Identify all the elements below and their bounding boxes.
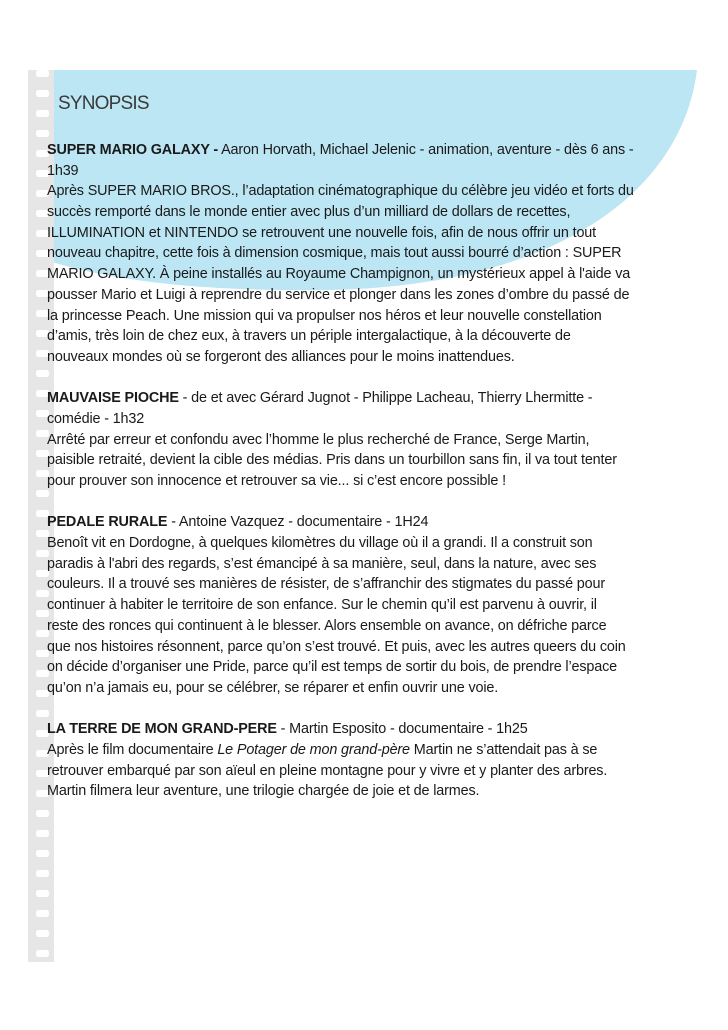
text-segment: pousser Mario et Luigi à reprendre du service et plonger dans les zones d’ombre du passé de — [47, 286, 630, 303]
text-segment: on décide d’organiser une Pride, parce qu’il est temps de sortir du bois, de prendre l’espace — [47, 659, 618, 676]
text-segment: nouveau chapitre, cette fois à dimension cosmique, mais tout aussi bourré d’action : SUPER — [47, 245, 622, 262]
film-header-line — [47, 388, 634, 409]
text-segment: paisible retraité, devient la cible des médias. Pris dans un tourbillon sans fin, il va tout tenter — [47, 452, 617, 469]
film-strip-hole — [36, 110, 49, 117]
text-segment: reste des ronces qui continuent à le blesser. Alors ensemble on avance, on défriche parce — [47, 617, 607, 634]
film-strip-hole — [36, 890, 49, 897]
film-strip-hole — [36, 850, 49, 857]
text-segment: Martin filmera leur aventure, une trilogie chargée de joie et de larmes. — [47, 783, 480, 800]
film-header-line — [47, 140, 634, 161]
synopsis-line — [47, 450, 634, 471]
synopsis-line — [47, 243, 634, 264]
synopsis-line — [47, 161, 634, 182]
synopsis-list — [47, 140, 634, 823]
film-synopsis — [47, 719, 634, 802]
text-segment: MARIO GALAXY. À peine installés au Royaume Champignon, un mystérieux appel à l'aide va — [47, 266, 631, 283]
film-title: SUPER MARIO GALAXY - — [47, 142, 219, 158]
film-title: MAUVAISE PIOCHE — [47, 390, 179, 407]
synopsis-line — [47, 574, 634, 595]
film-strip-hole — [36, 950, 49, 957]
text-segment: Aaron Horvath, Michael Jelenic - animation, aventure - dès 6 ans - — [218, 142, 634, 158]
text-segment: succès remporté dans le monde entier avec plus d’un milliard de dollars de recettes, — [47, 204, 571, 221]
text-segment: Benoît vit en Dordogne, à quelques kilomètres du village où il a grandi. Il a construit son — [47, 535, 593, 552]
text-segment: Martin ne s’attendait pas à se — [409, 741, 598, 758]
film-header-line — [47, 512, 634, 533]
synopsis-line — [47, 409, 634, 430]
text-segment: la princesse Peach. Une mission qui va propulser nos héros et leur nouvelle constellation — [47, 307, 602, 324]
synopsis-line — [47, 637, 634, 658]
text-segment: nouveaux mondes où se forgeront des alliances pour le moins inattendues. — [47, 348, 515, 365]
synopsis-line — [47, 347, 634, 368]
text-segment: comédie - 1h32 — [47, 410, 145, 427]
synopsis-line — [47, 533, 634, 554]
italic-title: Le Potager de mon grand-père — [217, 741, 410, 758]
film-header-line — [47, 719, 634, 740]
synopsis-line — [47, 202, 634, 223]
text-segment: Après le film documentaire — [47, 741, 218, 758]
film-strip-hole — [36, 70, 49, 77]
film-strip-hole — [36, 870, 49, 877]
film-synopsis — [47, 512, 634, 698]
text-segment: - Antoine Vazquez - documentaire - 1H24 — [167, 514, 429, 531]
film-title: LA TERRE DE MON GRAND-PERE — [47, 721, 277, 738]
synopsis-line — [47, 595, 634, 616]
film-strip-hole — [36, 910, 49, 917]
synopsis-line — [47, 326, 634, 347]
film-title: PEDALE RURALE — [47, 514, 168, 531]
film-synopsis — [47, 140, 634, 368]
synopsis-line — [47, 430, 634, 451]
synopsis-line — [47, 181, 634, 202]
synopsis-line — [47, 678, 634, 699]
synopsis-line — [47, 781, 634, 802]
film-strip-hole — [36, 130, 49, 137]
synopsis-line — [47, 616, 634, 637]
synopsis-line — [47, 285, 634, 306]
synopsis-line — [47, 471, 634, 492]
text-segment: Arrêté par erreur et confondu avec l’homme le plus recherché de France, Serge Martin, — [47, 431, 590, 448]
text-segment: ILLUMINATION et NINTENDO se retrouvent une nouvelle fois, afin de nous offrir un tout — [47, 224, 597, 241]
synopsis-line — [47, 740, 634, 761]
text-segment: continuer à habiter le territoire de son enfance. Sur le chemin qu’il est parvenu à ouvrir, il — [47, 597, 597, 614]
text-segment: couleurs. Il a trouvé ses manières de résister, de s’affranchir des stigmates du passé pour — [47, 576, 605, 593]
text-segment: - Martin Esposito - documentaire - 1h25 — [276, 721, 528, 738]
text-segment: qu’on n’a jamais eu, pour se célébrer, se réparer et enfin ouvrir une voie. — [47, 679, 499, 696]
synopsis-line — [47, 761, 634, 782]
page-title: SYNOPSIS — [58, 93, 149, 114]
synopsis-line — [47, 306, 634, 327]
text-segment: 1h39 — [47, 162, 79, 179]
film-strip-hole — [36, 930, 49, 937]
text-segment: retrouver embarqué par son aïeul en pleine montagne pour y vivre et y planter des arbres. — [47, 762, 608, 779]
text-segment: d’amis, très loin de chez eux, à travers un périple intergalactique, à la découverte de — [47, 328, 571, 345]
synopsis-line — [47, 657, 634, 678]
text-segment: pour prouver son innocence et retrouver sa vie... si c’est encore possible ! — [47, 473, 506, 489]
film-strip-hole — [36, 90, 49, 97]
text-segment: que nos histoires résonnent, parce qu’on s’est trouvé. Et puis, avec les autres queers du coin — [47, 638, 626, 655]
film-synopsis — [47, 388, 634, 491]
text-segment: Après SUPER MARIO BROS., l’adaptation cinématographique du célèbre jeu vidéo et forts du — [47, 183, 634, 200]
synopsis-line — [47, 554, 634, 575]
text-segment: paradis à l'abri des regards, s’est émancipé à sa manière, seul, dans la nature, avec ses — [47, 555, 597, 572]
synopsis-line — [47, 223, 634, 244]
film-strip-hole — [36, 830, 49, 837]
synopsis-line — [47, 264, 634, 285]
text-segment: - de et avec Gérard Jugnot - Philippe Lacheau, Thierry Lhermitte - — [178, 390, 593, 407]
